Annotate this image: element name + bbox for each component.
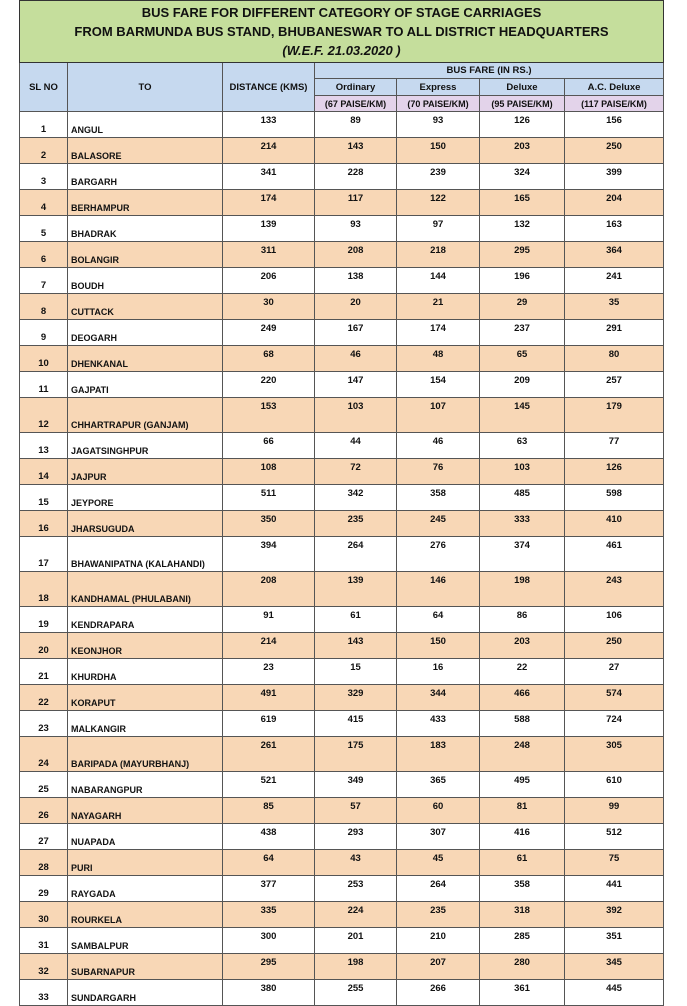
table-row [20,268,664,294]
rate-express: (70 PAISE/KM) [397,96,480,112]
distance-cell: 30 [223,294,315,320]
deluxe-fare-cell: 103 [480,459,565,485]
ordinary-fare-cell: 329 [315,685,397,711]
sl-no-cell: 22 [20,685,68,711]
rate-deluxe: (95 PAISE/KM) [480,96,565,112]
table-row [20,798,664,824]
ordinary-fare-cell: 147 [315,372,397,398]
deluxe-fare-cell: 374 [480,537,565,572]
ac-deluxe-fare-cell: 204 [565,190,664,216]
destination-cell: BOUDH [68,268,223,294]
express-fare-cell: 76 [397,459,480,485]
express-fare-cell: 144 [397,268,480,294]
destination-cell: BALASORE [68,138,223,164]
table-row [20,346,664,372]
ordinary-fare-cell: 103 [315,398,397,433]
sl-no-cell: 19 [20,607,68,633]
table-row [20,850,664,876]
ordinary-fare-cell: 20 [315,294,397,320]
destination-cell: KHURDHA [68,659,223,685]
express-fare-cell: 344 [397,685,480,711]
sl-no-cell: 20 [20,633,68,659]
deluxe-fare-cell: 203 [480,138,565,164]
distance-cell: 68 [223,346,315,372]
distance-cell: 295 [223,954,315,980]
table-row [20,216,664,242]
sl-no-cell: 2 [20,138,68,164]
destination-cell: MALKANGIR [68,711,223,737]
deluxe-fare-cell: 86 [480,607,565,633]
rate-ac-deluxe: (117 PAISE/KM) [565,96,664,112]
destination-cell: NUAPADA [68,824,223,850]
deluxe-fare-cell: 295 [480,242,565,268]
ordinary-fare-cell: 15 [315,659,397,685]
deluxe-fare-cell: 361 [480,980,565,1006]
ac-deluxe-fare-cell: 250 [565,633,664,659]
sl-no-cell: 25 [20,772,68,798]
ordinary-fare-cell: 72 [315,459,397,485]
table-row [20,190,664,216]
deluxe-fare-cell: 485 [480,485,565,511]
ac-deluxe-fare-cell: 392 [565,902,664,928]
ordinary-fare-cell: 57 [315,798,397,824]
distance-cell: 341 [223,164,315,190]
sl-no-cell: 26 [20,798,68,824]
deluxe-fare-cell: 358 [480,876,565,902]
ordinary-fare-cell: 198 [315,954,397,980]
ac-deluxe-fare-cell: 35 [565,294,664,320]
deluxe-fare-cell: 196 [480,268,565,294]
destination-cell: BERHAMPUR [68,190,223,216]
deluxe-fare-cell: 333 [480,511,565,537]
sl-no-cell: 11 [20,372,68,398]
express-fare-cell: 210 [397,928,480,954]
ac-deluxe-fare-cell: 126 [565,459,664,485]
ordinary-fare-cell: 117 [315,190,397,216]
distance-cell: 438 [223,824,315,850]
table-row [20,398,664,433]
ac-deluxe-fare-cell: 598 [565,485,664,511]
deluxe-fare-cell: 588 [480,711,565,737]
ac-deluxe-fare-cell: 610 [565,772,664,798]
header-to: TO [68,63,223,112]
table-row [20,294,664,320]
distance-cell: 64 [223,850,315,876]
sl-no-cell: 4 [20,190,68,216]
sl-no-cell: 30 [20,902,68,928]
header-bus-fare: BUS FARE (IN RS.) [315,63,664,79]
table-row [20,138,664,164]
table-row [20,824,664,850]
header-ac-deluxe: A.C. Deluxe [565,79,664,96]
destination-cell: CUTTACK [68,294,223,320]
express-fare-cell: 174 [397,320,480,346]
table-title [20,1,664,63]
destination-cell: SAMBALPUR [68,928,223,954]
sl-no-cell: 14 [20,459,68,485]
deluxe-fare-cell: 237 [480,320,565,346]
express-fare-cell: 45 [397,850,480,876]
deluxe-fare-cell: 198 [480,572,565,607]
sl-no-cell: 33 [20,980,68,1006]
express-fare-cell: 235 [397,902,480,928]
ordinary-fare-cell: 349 [315,772,397,798]
fare-table [19,0,664,1006]
distance-cell: 153 [223,398,315,433]
deluxe-fare-cell: 248 [480,737,565,772]
sl-no-cell: 15 [20,485,68,511]
table-row [20,737,664,772]
destination-cell: SUNDARGARH [68,980,223,1006]
table-row [20,928,664,954]
sl-no-cell: 27 [20,824,68,850]
express-fare-cell: 16 [397,659,480,685]
header-distance: DISTANCE (KMS) [223,63,315,112]
destination-cell: ROURKELA [68,902,223,928]
deluxe-fare-cell: 65 [480,346,565,372]
ordinary-fare-cell: 143 [315,138,397,164]
distance-cell: 521 [223,772,315,798]
sl-no-cell: 1 [20,112,68,138]
distance-cell: 91 [223,607,315,633]
deluxe-fare-cell: 466 [480,685,565,711]
destination-cell: NAYAGARH [68,798,223,824]
destination-cell: KENDRAPARA [68,607,223,633]
ac-deluxe-fare-cell: 257 [565,372,664,398]
sl-no-cell: 18 [20,572,68,607]
ac-deluxe-fare-cell: 75 [565,850,664,876]
deluxe-fare-cell: 61 [480,850,565,876]
table-row [20,164,664,190]
sl-no-cell: 6 [20,242,68,268]
ordinary-fare-cell: 143 [315,633,397,659]
title-line-3: (W.E.F. 21.03.2020 ) [282,43,401,58]
ordinary-fare-cell: 61 [315,607,397,633]
sl-no-cell: 9 [20,320,68,346]
express-fare-cell: 433 [397,711,480,737]
header-express: Express [397,79,480,96]
distance-cell: 619 [223,711,315,737]
table-row [20,711,664,737]
ordinary-fare-cell: 89 [315,112,397,138]
destination-cell: BHAWANIPATNA (KALAHANDI) [68,537,223,572]
table-row [20,980,664,1006]
express-fare-cell: 21 [397,294,480,320]
ordinary-fare-cell: 46 [315,346,397,372]
express-fare-cell: 307 [397,824,480,850]
express-fare-cell: 122 [397,190,480,216]
destination-cell: BOLANGIR [68,242,223,268]
distance-cell: 311 [223,242,315,268]
ordinary-fare-cell: 342 [315,485,397,511]
fare-rows [20,112,664,1006]
table-row [20,772,664,798]
ac-deluxe-fare-cell: 445 [565,980,664,1006]
table-row [20,685,664,711]
header-sl-no: SL NO [20,63,68,112]
distance-cell: 139 [223,216,315,242]
deluxe-fare-cell: 324 [480,164,565,190]
ordinary-fare-cell: 415 [315,711,397,737]
ordinary-fare-cell: 264 [315,537,397,572]
destination-cell: KORAPUT [68,685,223,711]
distance-cell: 491 [223,685,315,711]
table-row [20,954,664,980]
ac-deluxe-fare-cell: 364 [565,242,664,268]
distance-cell: 394 [223,537,315,572]
distance-cell: 85 [223,798,315,824]
distance-cell: 208 [223,572,315,607]
ac-deluxe-fare-cell: 80 [565,346,664,372]
ordinary-fare-cell: 208 [315,242,397,268]
express-fare-cell: 245 [397,511,480,537]
ordinary-fare-cell: 201 [315,928,397,954]
sl-no-cell: 12 [20,398,68,433]
destination-cell: JAGATSINGHPUR [68,433,223,459]
destination-cell: ANGUL [68,112,223,138]
destination-cell: JAJPUR [68,459,223,485]
deluxe-fare-cell: 280 [480,954,565,980]
deluxe-fare-cell: 132 [480,216,565,242]
destination-cell: RAYGADA [68,876,223,902]
ac-deluxe-fare-cell: 179 [565,398,664,433]
deluxe-fare-cell: 209 [480,372,565,398]
destination-cell: JHARSUGUDA [68,511,223,537]
table-row [20,537,664,572]
ac-deluxe-fare-cell: 106 [565,607,664,633]
distance-cell: 350 [223,511,315,537]
ac-deluxe-fare-cell: 399 [565,164,664,190]
sl-no-cell: 31 [20,928,68,954]
sl-no-cell: 23 [20,711,68,737]
express-fare-cell: 207 [397,954,480,980]
destination-cell: CHHARTRAPUR (GANJAM) [68,398,223,433]
sl-no-cell: 29 [20,876,68,902]
table-row [20,659,664,685]
destination-cell: DEOGARH [68,320,223,346]
ordinary-fare-cell: 175 [315,737,397,772]
sl-no-cell: 21 [20,659,68,685]
rate-ordinary: (67 PAISE/KM) [315,96,397,112]
distance-cell: 174 [223,190,315,216]
express-fare-cell: 107 [397,398,480,433]
distance-cell: 300 [223,928,315,954]
express-fare-cell: 218 [397,242,480,268]
express-fare-cell: 183 [397,737,480,772]
distance-cell: 511 [223,485,315,511]
ordinary-fare-cell: 44 [315,433,397,459]
header-ordinary: Ordinary [315,79,397,96]
table-row [20,607,664,633]
ac-deluxe-fare-cell: 724 [565,711,664,737]
sl-no-cell: 32 [20,954,68,980]
ordinary-fare-cell: 43 [315,850,397,876]
header-deluxe: Deluxe [480,79,565,96]
ordinary-fare-cell: 93 [315,216,397,242]
distance-cell: 108 [223,459,315,485]
ordinary-fare-cell: 293 [315,824,397,850]
destination-cell: NABARANGPUR [68,772,223,798]
destination-cell: JEYPORE [68,485,223,511]
ac-deluxe-fare-cell: 156 [565,112,664,138]
deluxe-fare-cell: 29 [480,294,565,320]
distance-cell: 377 [223,876,315,902]
table-row [20,459,664,485]
deluxe-fare-cell: 126 [480,112,565,138]
sl-no-cell: 17 [20,537,68,572]
table-row [20,320,664,346]
express-fare-cell: 365 [397,772,480,798]
express-fare-cell: 46 [397,433,480,459]
sl-no-cell: 8 [20,294,68,320]
ordinary-fare-cell: 228 [315,164,397,190]
express-fare-cell: 154 [397,372,480,398]
express-fare-cell: 64 [397,607,480,633]
title-line-2: FROM BARMUNDA BUS STAND, BHUBANESWAR TO ALL DISTRICT HEADQUARTERS [74,24,609,39]
ordinary-fare-cell: 255 [315,980,397,1006]
sl-no-cell: 24 [20,737,68,772]
express-fare-cell: 93 [397,112,480,138]
express-fare-cell: 48 [397,346,480,372]
ac-deluxe-fare-cell: 77 [565,433,664,459]
destination-cell: KEONJHOR [68,633,223,659]
ac-deluxe-fare-cell: 291 [565,320,664,346]
ac-deluxe-fare-cell: 163 [565,216,664,242]
table-row [20,633,664,659]
distance-cell: 261 [223,737,315,772]
deluxe-fare-cell: 285 [480,928,565,954]
deluxe-fare-cell: 81 [480,798,565,824]
title-line-1: BUS FARE FOR DIFFERENT CATEGORY OF STAGE CARRIAGES [141,5,542,20]
ac-deluxe-fare-cell: 241 [565,268,664,294]
express-fare-cell: 97 [397,216,480,242]
sl-no-cell: 5 [20,216,68,242]
express-fare-cell: 276 [397,537,480,572]
deluxe-fare-cell: 203 [480,633,565,659]
deluxe-fare-cell: 63 [480,433,565,459]
deluxe-fare-cell: 22 [480,659,565,685]
deluxe-fare-cell: 145 [480,398,565,433]
destination-cell: SUBARNAPUR [68,954,223,980]
sl-no-cell: 13 [20,433,68,459]
ordinary-fare-cell: 167 [315,320,397,346]
express-fare-cell: 150 [397,633,480,659]
distance-cell: 133 [223,112,315,138]
table-row [20,433,664,459]
ac-deluxe-fare-cell: 27 [565,659,664,685]
table-row [20,511,664,537]
ac-deluxe-fare-cell: 305 [565,737,664,772]
table-row [20,372,664,398]
ac-deluxe-fare-cell: 512 [565,824,664,850]
distance-cell: 214 [223,633,315,659]
ac-deluxe-fare-cell: 441 [565,876,664,902]
express-fare-cell: 146 [397,572,480,607]
sl-no-cell: 28 [20,850,68,876]
table-row [20,485,664,511]
express-fare-cell: 266 [397,980,480,1006]
sl-no-cell: 3 [20,164,68,190]
express-fare-cell: 264 [397,876,480,902]
table-row [20,242,664,268]
distance-cell: 66 [223,433,315,459]
sl-no-cell: 16 [20,511,68,537]
ac-deluxe-fare-cell: 250 [565,138,664,164]
ordinary-fare-cell: 139 [315,572,397,607]
deluxe-fare-cell: 165 [480,190,565,216]
ordinary-fare-cell: 138 [315,268,397,294]
table-row [20,876,664,902]
distance-cell: 206 [223,268,315,294]
deluxe-fare-cell: 416 [480,824,565,850]
express-fare-cell: 150 [397,138,480,164]
sl-no-cell: 7 [20,268,68,294]
ac-deluxe-fare-cell: 345 [565,954,664,980]
ordinary-fare-cell: 253 [315,876,397,902]
destination-cell: BARIPADA (MAYURBHANJ) [68,737,223,772]
destination-cell: PURI [68,850,223,876]
ordinary-fare-cell: 224 [315,902,397,928]
distance-cell: 335 [223,902,315,928]
ac-deluxe-fare-cell: 99 [565,798,664,824]
ac-deluxe-fare-cell: 461 [565,537,664,572]
deluxe-fare-cell: 318 [480,902,565,928]
distance-cell: 220 [223,372,315,398]
destination-cell: BARGARH [68,164,223,190]
distance-cell: 23 [223,659,315,685]
express-fare-cell: 358 [397,485,480,511]
distance-cell: 214 [223,138,315,164]
destination-cell: GAJPATI [68,372,223,398]
ac-deluxe-fare-cell: 351 [565,928,664,954]
sl-no-cell: 10 [20,346,68,372]
distance-cell: 249 [223,320,315,346]
ac-deluxe-fare-cell: 410 [565,511,664,537]
destination-cell: KANDHAMAL (PHULABANI) [68,572,223,607]
table-row [20,572,664,607]
ac-deluxe-fare-cell: 574 [565,685,664,711]
deluxe-fare-cell: 495 [480,772,565,798]
ordinary-fare-cell: 235 [315,511,397,537]
destination-cell: DHENKANAL [68,346,223,372]
distance-cell: 380 [223,980,315,1006]
express-fare-cell: 60 [397,798,480,824]
express-fare-cell: 239 [397,164,480,190]
table-row [20,112,664,138]
destination-cell: BHADRAK [68,216,223,242]
ac-deluxe-fare-cell: 243 [565,572,664,607]
